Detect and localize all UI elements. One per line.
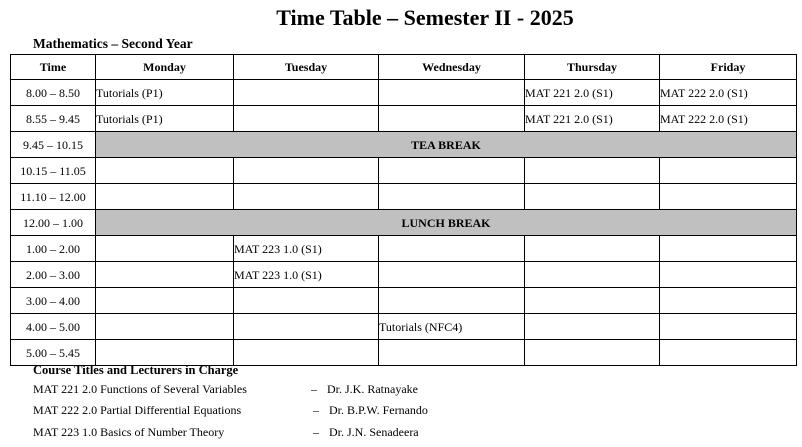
class-cell-wednesday <box>379 288 525 314</box>
class-cell-tuesday <box>234 184 379 210</box>
header-thursday: Thursday <box>525 55 660 80</box>
time-cell: 9.45 – 10.15 <box>11 132 96 158</box>
time-cell: 3.00 – 4.00 <box>11 288 96 314</box>
class-cell-wednesday <box>379 80 525 106</box>
table-row <box>11 106 797 132</box>
time-cell: 5.00 – 5.45 <box>11 340 96 366</box>
class-cell-friday <box>660 288 797 314</box>
class-cell-wednesday <box>379 262 525 288</box>
class-cell-wednesday: Tutorials (NFC4) <box>379 314 525 340</box>
header-monday: Monday <box>96 55 234 80</box>
class-cell-tuesday <box>234 340 379 366</box>
class-cell-thursday <box>525 262 660 288</box>
class-cell-monday <box>96 158 234 184</box>
class-cell-tuesday: MAT 223 1.0 (S1) <box>234 236 379 262</box>
class-cell-thursday: MAT 221 2.0 (S1) <box>525 106 660 132</box>
class-cell-friday <box>660 262 797 288</box>
header-time: Time <box>11 55 96 80</box>
course-legend-heading: Course Titles and Lecturers in Charge <box>33 363 239 377</box>
table-row-break <box>11 132 797 158</box>
class-cell-monday: Tutorials (P1) <box>96 80 234 106</box>
lunch-break-banner: LUNCH BREAK <box>96 210 797 236</box>
page-title: Time Table – Semester II - 2025 <box>276 5 574 30</box>
class-cell-monday <box>96 288 234 314</box>
table-row <box>11 262 797 288</box>
class-cell-tuesday: MAT 223 1.0 (S1) <box>234 262 379 288</box>
class-cell-tuesday <box>234 288 379 314</box>
class-cell-wednesday <box>379 340 525 366</box>
course-lecturer: Dr. J.K. Ratnayake <box>327 382 418 396</box>
header-wednesday: Wednesday <box>379 55 525 80</box>
header-row <box>11 55 797 80</box>
course-legend-item <box>33 424 593 440</box>
time-cell: 1.00 – 2.00 <box>11 236 96 262</box>
class-cell-tuesday <box>234 158 379 184</box>
timetable <box>10 54 797 366</box>
table-row <box>11 314 797 340</box>
table-row <box>11 288 797 314</box>
time-cell: 10.15 – 11.05 <box>11 158 96 184</box>
time-cell: 11.10 – 12.00 <box>11 184 96 210</box>
time-cell: 12.00 – 1.00 <box>11 210 96 236</box>
table-row <box>11 158 797 184</box>
course-legend-item <box>33 402 593 418</box>
class-cell-monday: Tutorials (P1) <box>96 106 234 132</box>
class-cell-thursday <box>525 158 660 184</box>
class-cell-wednesday <box>379 184 525 210</box>
class-cell-thursday <box>525 236 660 262</box>
class-cell-thursday: MAT 221 2.0 (S1) <box>525 80 660 106</box>
class-cell-wednesday <box>379 106 525 132</box>
header-tuesday: Tuesday <box>234 55 379 80</box>
class-cell-thursday <box>525 314 660 340</box>
course-title: MAT 223 1.0 Basics of Number Theory <box>33 425 225 439</box>
class-cell-friday <box>660 184 797 210</box>
class-cell-monday <box>96 184 234 210</box>
course-separator: – <box>313 425 319 439</box>
class-cell-tuesday <box>234 314 379 340</box>
time-cell: 8.00 – 8.50 <box>11 80 96 106</box>
class-cell-friday <box>660 236 797 262</box>
class-cell-tuesday <box>234 106 379 132</box>
page-subtitle: Mathematics – Second Year <box>33 36 193 51</box>
class-cell-monday <box>96 262 234 288</box>
class-cell-friday <box>660 340 797 366</box>
class-cell-friday: MAT 222 2.0 (S1) <box>660 80 797 106</box>
class-cell-wednesday <box>379 236 525 262</box>
class-cell-thursday <box>525 340 660 366</box>
course-separator: – <box>311 382 317 396</box>
table-row <box>11 80 797 106</box>
class-cell-tuesday <box>234 80 379 106</box>
tea-break-banner: TEA BREAK <box>96 132 797 158</box>
table-row-break <box>11 210 797 236</box>
class-cell-monday <box>96 314 234 340</box>
course-lecturer: Dr. B.P.W. Fernando <box>329 403 428 417</box>
table-row <box>11 236 797 262</box>
course-legend-item <box>33 381 593 397</box>
class-cell-friday <box>660 314 797 340</box>
class-cell-monday <box>96 236 234 262</box>
header-friday: Friday <box>660 55 797 80</box>
course-separator: – <box>313 403 319 417</box>
class-cell-thursday <box>525 184 660 210</box>
time-cell: 4.00 – 5.00 <box>11 314 96 340</box>
class-cell-friday <box>660 158 797 184</box>
course-lecturer: Dr. J.N. Senadeera <box>329 425 419 439</box>
time-cell: 8.55 – 9.45 <box>11 106 96 132</box>
class-cell-friday: MAT 222 2.0 (S1) <box>660 106 797 132</box>
course-title: MAT 221 2.0 Functions of Several Variables <box>33 382 247 396</box>
class-cell-wednesday <box>379 158 525 184</box>
time-cell: 2.00 – 3.00 <box>11 262 96 288</box>
course-title: MAT 222 2.0 Partial Differential Equations <box>33 403 242 417</box>
table-row <box>11 184 797 210</box>
class-cell-thursday <box>525 288 660 314</box>
